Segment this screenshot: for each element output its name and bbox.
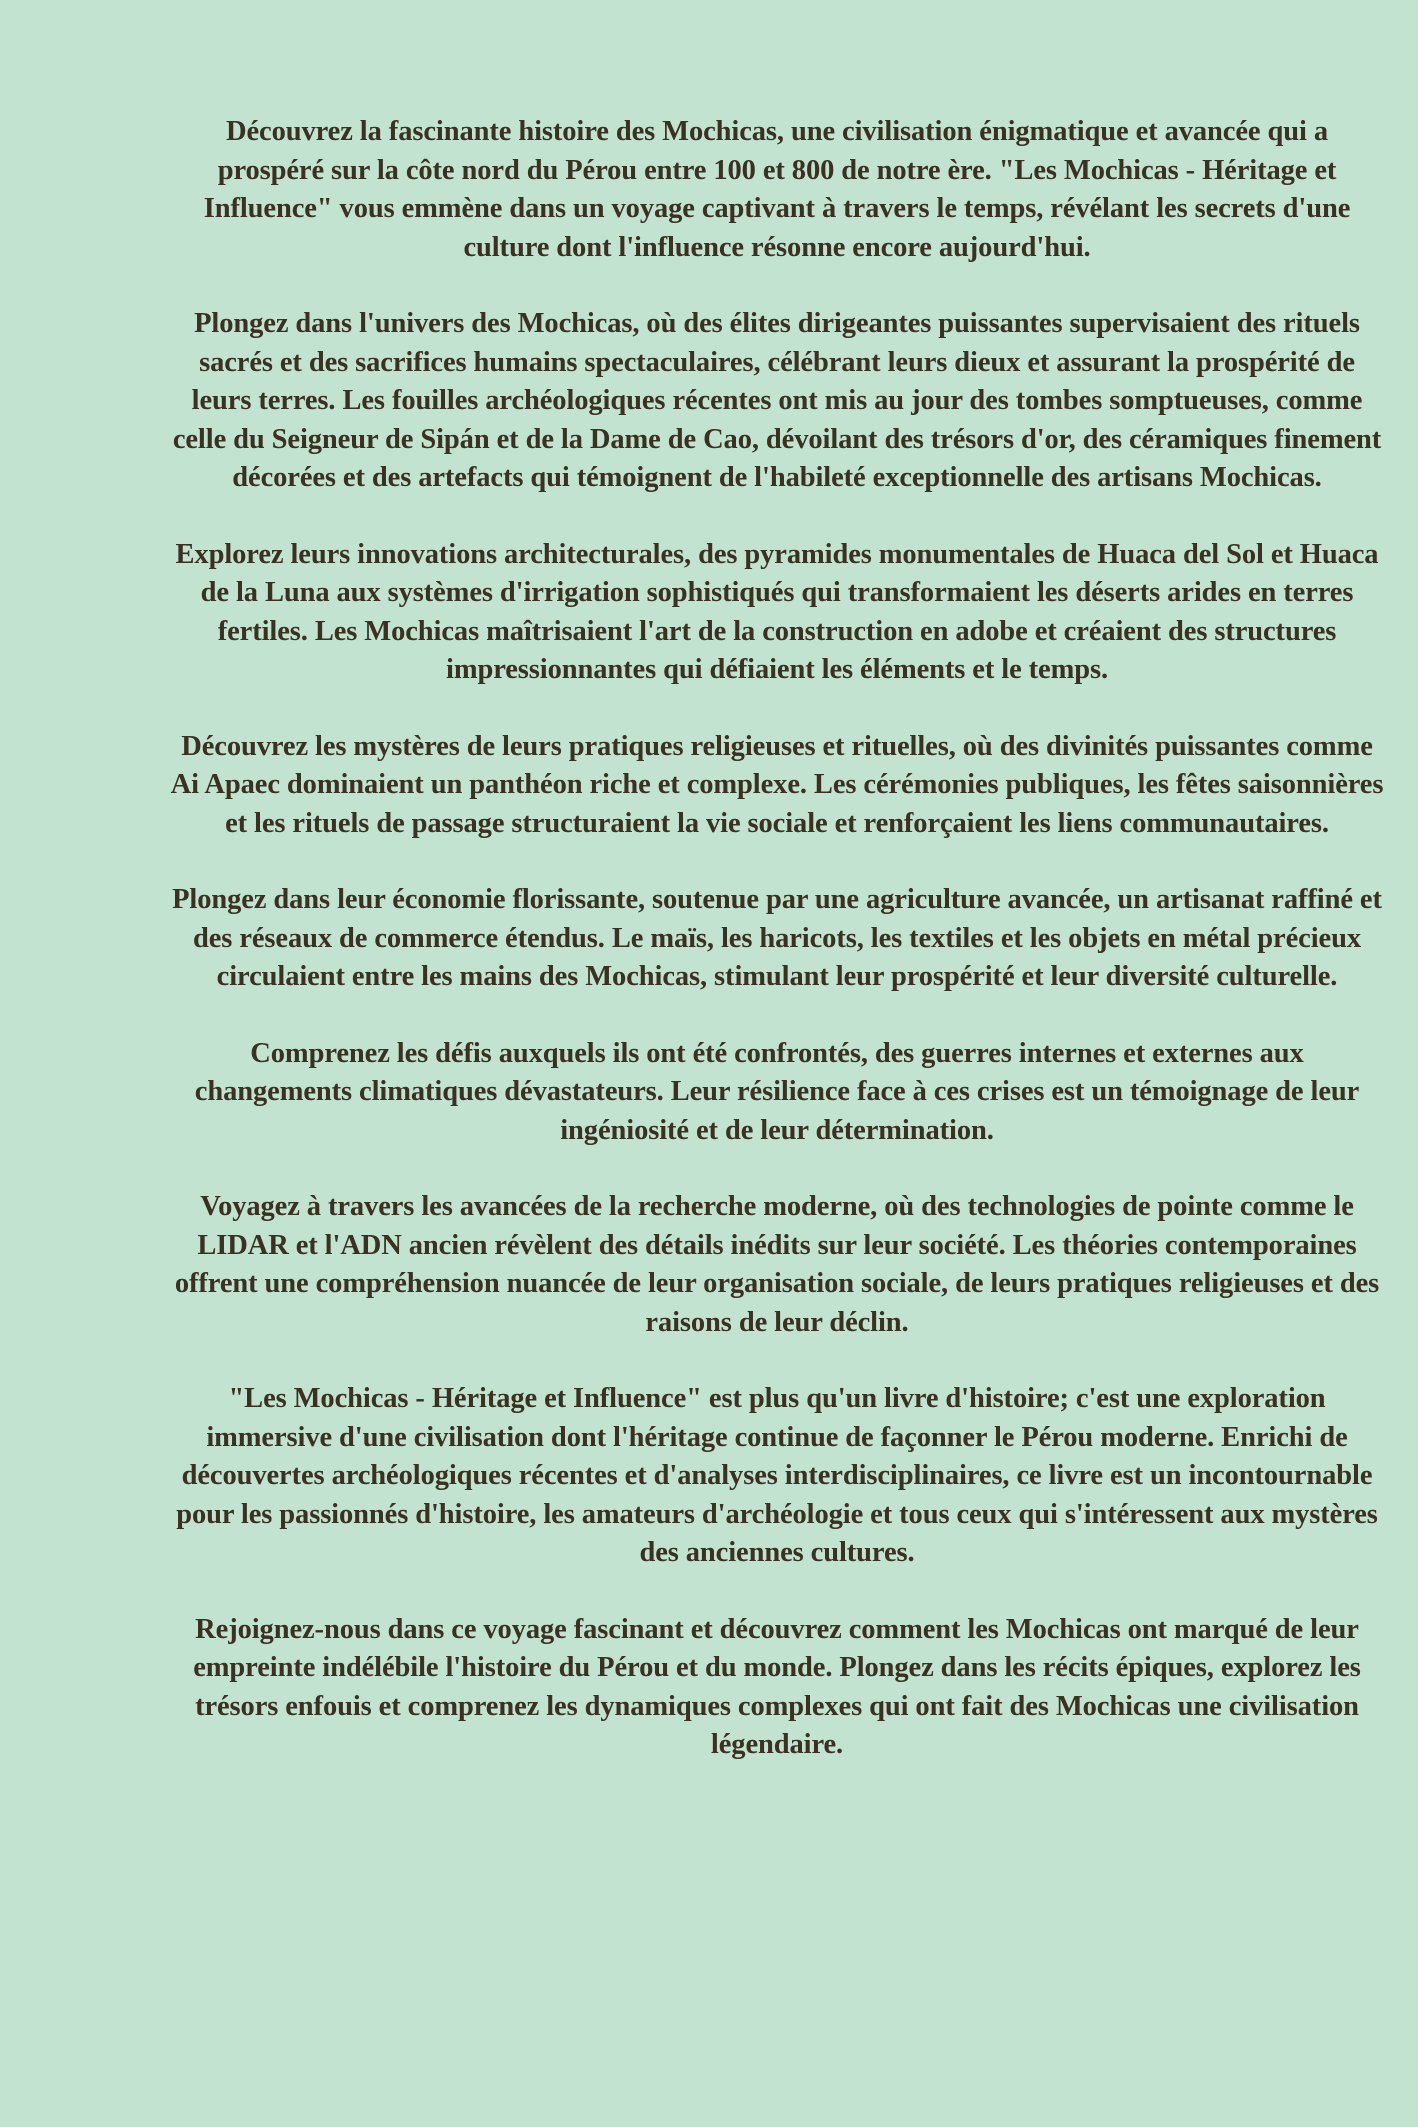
- paragraph-intro: Découvrez la fascinante histoire des Mochicas, une civilisation énigmatique et avancée qui a prospéré sur la côte nord du Pérou entre 100 et 800 de notre ère. "Les Mochicas - Héritage et Influence" vous emmène dans un voyage captivant à travers le temps, révélant les secrets d'une culture dont l'influence résonne encore aujourd'hui.: [203, 116, 1351, 263]
- paragraph-religion: Découvrez les mystères de leurs pratiques religieuses et rituelles, où des divinités puissantes comme Ai Apaec dominaient un panthéon riche et complexe. Les cérémonies publiques, les fêtes saisonnières et les rituels de passage structuraient la vie sociale et renforçaient les liens communautaires.: [170, 730, 1384, 839]
- paragraph-invitation: Rejoignez-nous dans ce voyage fascinant et découvrez comment les Mochicas ont marqué de leur empreinte indélébile l'histoire du Pérou et du monde. Plongez dans les récits épiques, explorez les trésors enfouis et comprenez les dynamiques complexes qui ont fait des Mochicas une civilisation légendaire.: [193, 1613, 1361, 1760]
- paragraph-economy: Plongez dans leur économie florissante, soutenue par une agriculture avancée, un artisanat raffiné et des réseaux de commerce étendus. Le maïs, les haricots, les textiles et les objets en métal précieux circulaient entre les mains des Mochicas, stimulant leur prospérité et leur diversité culturelle.: [172, 884, 1382, 992]
- paragraph-book-summary: "Les Mochicas - Héritage et Influence" est plus qu'un livre d'histoire; c'est une exploration immersive d'une civilisation dont l'héritage continue de façonner le Pérou moderne. Enrichi de découvertes archéologiques récentes et d'analyses interdisciplinaires, ce livre est un incontournable pour les passionnés d'histoire, les amateurs d'archéologie et tous ceux qui s'intéressent aux mystères des anciennes cultures.: [176, 1383, 1378, 1568]
- paragraph-challenges: Comprenez les défis auxquels ils ont été confrontés, des guerres internes et externes aux changements climatiques dévastateurs. Leur résilience face à ces crises est un témoignage de leur ingéniosité et de leur détermination.: [194, 1037, 1360, 1146]
- paragraph-modern-research: Voyagez à travers les avancées de la recherche moderne, où des technologies de pointe comme le LIDAR et l'ADN ancien révèlent des détails inédits sur leur société. Les théories contemporaines offrent une compréhension nuancée de leur organisation sociale, de leurs pratiques religieuses et des raisons de leur déclin.: [174, 1191, 1380, 1338]
- paragraph-elites-and-tombs: Plongez dans l'univers des Mochicas, où des élites dirigeantes puissantes supervisaient des rituels sacrés et des sacrifices humains spectaculaires, célébrant leurs dieux et assurant la prospérité de leurs terres. Les fouilles archéologiques récentes ont mis au jour des tombes somptueuses, comme celle du Seigneur de Sipán et de la Dame de Cao, dévoilant des trésors d'or, des céramiques finement décorées et des artefacts qui témoignent de l'habileté exceptionnelle des artisans Mochicas.: [172, 308, 1382, 493]
- paragraph-architecture: Explorez leurs innovations architecturales, des pyramides monumentales de Huaca del Sol et Huaca de la Luna aux systèmes d'irrigation sophistiqués qui transformaient les déserts arides en terres fertiles. Les Mochicas maîtrisaient l'art de la construction en adobe et créaient des structures impressionnantes qui défiaient les éléments et le temps.: [175, 538, 1379, 685]
- description-text-block: [170, 113, 1384, 1803]
